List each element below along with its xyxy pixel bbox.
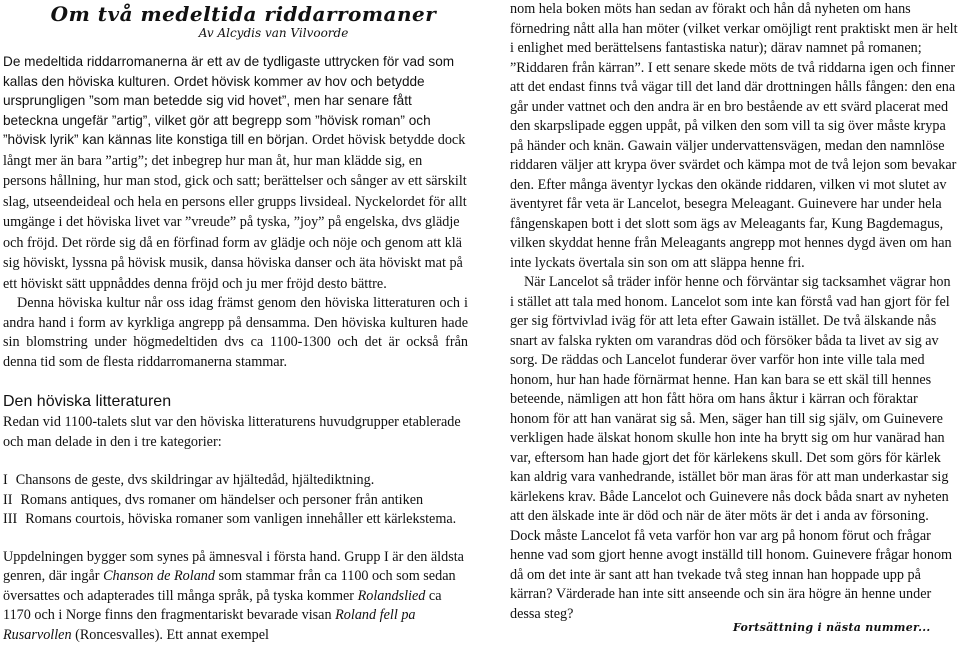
category-number: II bbox=[3, 491, 13, 508]
category-text: Romans courtois, höviska romaner som vanligen innehåller ett kärlekstema. bbox=[25, 511, 457, 527]
section-intro: Redan vid 1100-talets slut var den höviska litteraturens huvudgrupper etablerade och man delade in den i tre kategorier: bbox=[3, 414, 461, 450]
work-title: Chanson de Roland bbox=[103, 568, 215, 584]
genre-text: Uppdelningen bygger som synes på ämnesval i första hand. Grupp I är den äldsta genren, där ingår bbox=[3, 548, 464, 584]
article-header bbox=[11, 2, 476, 40]
right-column bbox=[510, 0, 958, 624]
left-column bbox=[3, 0, 468, 645]
genre-paragraph bbox=[3, 548, 468, 646]
page-title: Om två medeltida riddarromaner bbox=[50, 2, 437, 26]
work-title: Roland fell pa Rusarvollen bbox=[3, 607, 416, 643]
intro-paragraph bbox=[3, 52, 468, 294]
section-heading: Den höviska litteraturen bbox=[3, 393, 172, 410]
category-item bbox=[3, 491, 468, 511]
story-paragraph: När Lancelot så träder inför henne och förväntar sig tacksamhet vägrar hon i stället att tala med honom. Lancelot som inte kan förstå vad han gjort för fel ger sig förtvivlad iväg för att leta efter Gawain istället. De två älskande nås snart av falska rykten om varandras död och försöker båda ta livet av sig av sorg. De räddas och Lancelot funderar över varför hon inte ville tala med honom, hur han hade förnärmat henne. Han kan bara se ett skäl till hennes beteende, nämligen att hon fått höra om hans åktur i kärran och föraktar honom för att han vanärat sig så. Men, säger han till sig själv, om Guinevere verkligen hade älskat honom skulle hon inte ha brytt sig om hur vanärad han var, eftersom han hade gjort det för kärlekens skull. Det som görs för kärlek kan aldrig vara vanhedrande, istället bör man äras för att man underkastar sig kärlekens krav. Både Lancelot och Guinevere nås dock båda snart av nyheten att den älskade inte är död och när de äter möts är det i anda av försoning. Dock måste Lancelot få veta varför hon var arg på honom förut och frågar henne vad som gjort henne avogt inställd till honom. Guinevere frågar honom då om det inte är sant att han tvekade två steg innan han hoppade upp på kärran? Värderade han inte sitt anseende och sin ära högre än henne under dessa steg? bbox=[510, 274, 953, 622]
category-text: Chansons de geste, dvs skildringar av hjältedåd, hjältediktning. bbox=[15, 472, 375, 488]
culture-paragraph: Denna höviska kultur når oss idag främst genom den höviska litteraturen och i andra hand i form av kyrkliga angrepp på densamma. Den höviska kulturen hade sin blomstring under högmedeltiden dvs ca 1100-1300 och det är också från denna tid som de flesta riddarromanerna stammar. bbox=[3, 295, 468, 370]
intro-continuation: Ordet hövisk betydde dock långt mer än bara ”artig”; det inbegrep hur man åt, hur man klädde sig, en persons hållning, hur man stod, gick och satt; berättelser och sånger av ett särskilt slag, utseendeideal och hela en persons eller grupps livsideal. Nyckelordet för allt umgänge i det höviska livet var ”vreude” på tyska, ”joy” på engelska, dvs glädje och fröjd. Det rörde sig då en förfinad form av glädje och nöje och genom att klä sig höviskt, lyssna på hövisk musik, dansa höviska danser och äta höviskt mat på ett höviskt sätt uppnåddes denna fröjd och ju mer fröjd desto bättre. bbox=[3, 132, 467, 292]
category-item bbox=[3, 510, 468, 530]
genre-text: (Roncesvalles). Ett annat exempel bbox=[71, 626, 269, 643]
continued-note: Fortsättning i nästa nummer... bbox=[733, 621, 931, 634]
genre-text: som stammar från ca 1100 och som sedan översattes och adapterades till många språk, på tyska kommer bbox=[3, 568, 456, 604]
story-paragraph: nom hela boken möts han sedan av förakt och hån då nyheten om hans förnedring nått alla han möter (vilket verkar omöjligt rent praktiskt men är helt i enlighet med berättelsens fantastiska natur); därav namnet på romanen; ”Riddaren från kärran”. I ett senare skede möts de två riddarna igen och finner att det endast finns två vägar till det land där drottningen hålls fången: den ena går under vattnet och den andra är en bro bestående av ett svärd placerat med den skarpslipade eggen uppåt, på vilken den som vill ta sig över måste krypa på händer och knän. Gawain väljer undervattensvägen, medan den namnlöse riddaren väljer att krypa över svärdet och kämpa mot de två lejon som bevakar den. Efter många äventyr lyckas den okände riddaren, vilken vi mot slutet av äventyret får veta är Lancelot, besegra Meleagant. Guinevere har under hela fångenskapen bott i det slott som ägs av Meleagants far, Kung Bagdemagus, vilken skyddat henne från Meleagants angrepp mot hennes dygd även om han inte lyckats övertala sin son om att släppa henne fri. bbox=[510, 1, 958, 271]
genre-text: ca 1170 och i Norge finns den fragmentariskt bevarade visan bbox=[3, 587, 442, 623]
work-title: Rolandslied bbox=[357, 587, 426, 604]
author-byline: Av Alcydis van Vilvoorde bbox=[198, 26, 349, 40]
category-text: Romans antiques, dvs romaner om händelser och personer från antiken bbox=[20, 491, 424, 508]
category-item bbox=[3, 471, 468, 491]
category-number: III bbox=[3, 511, 18, 527]
category-number: I bbox=[3, 472, 8, 488]
intro-text: De medeltida riddarromanerna är ett av de tydligaste uttrycken för vad som kallas den höviska kulturen. Ordet hövisk kommer av hov och betydde ursprungligen ”som man betedde sig vid hovet”, men har senare fått beteckna ungefär ”artig”, vilket gör att begrepp som ”hövisk roman” och ”hövisk lyrik” kan kännas lite konstiga till en början. bbox=[3, 54, 455, 147]
